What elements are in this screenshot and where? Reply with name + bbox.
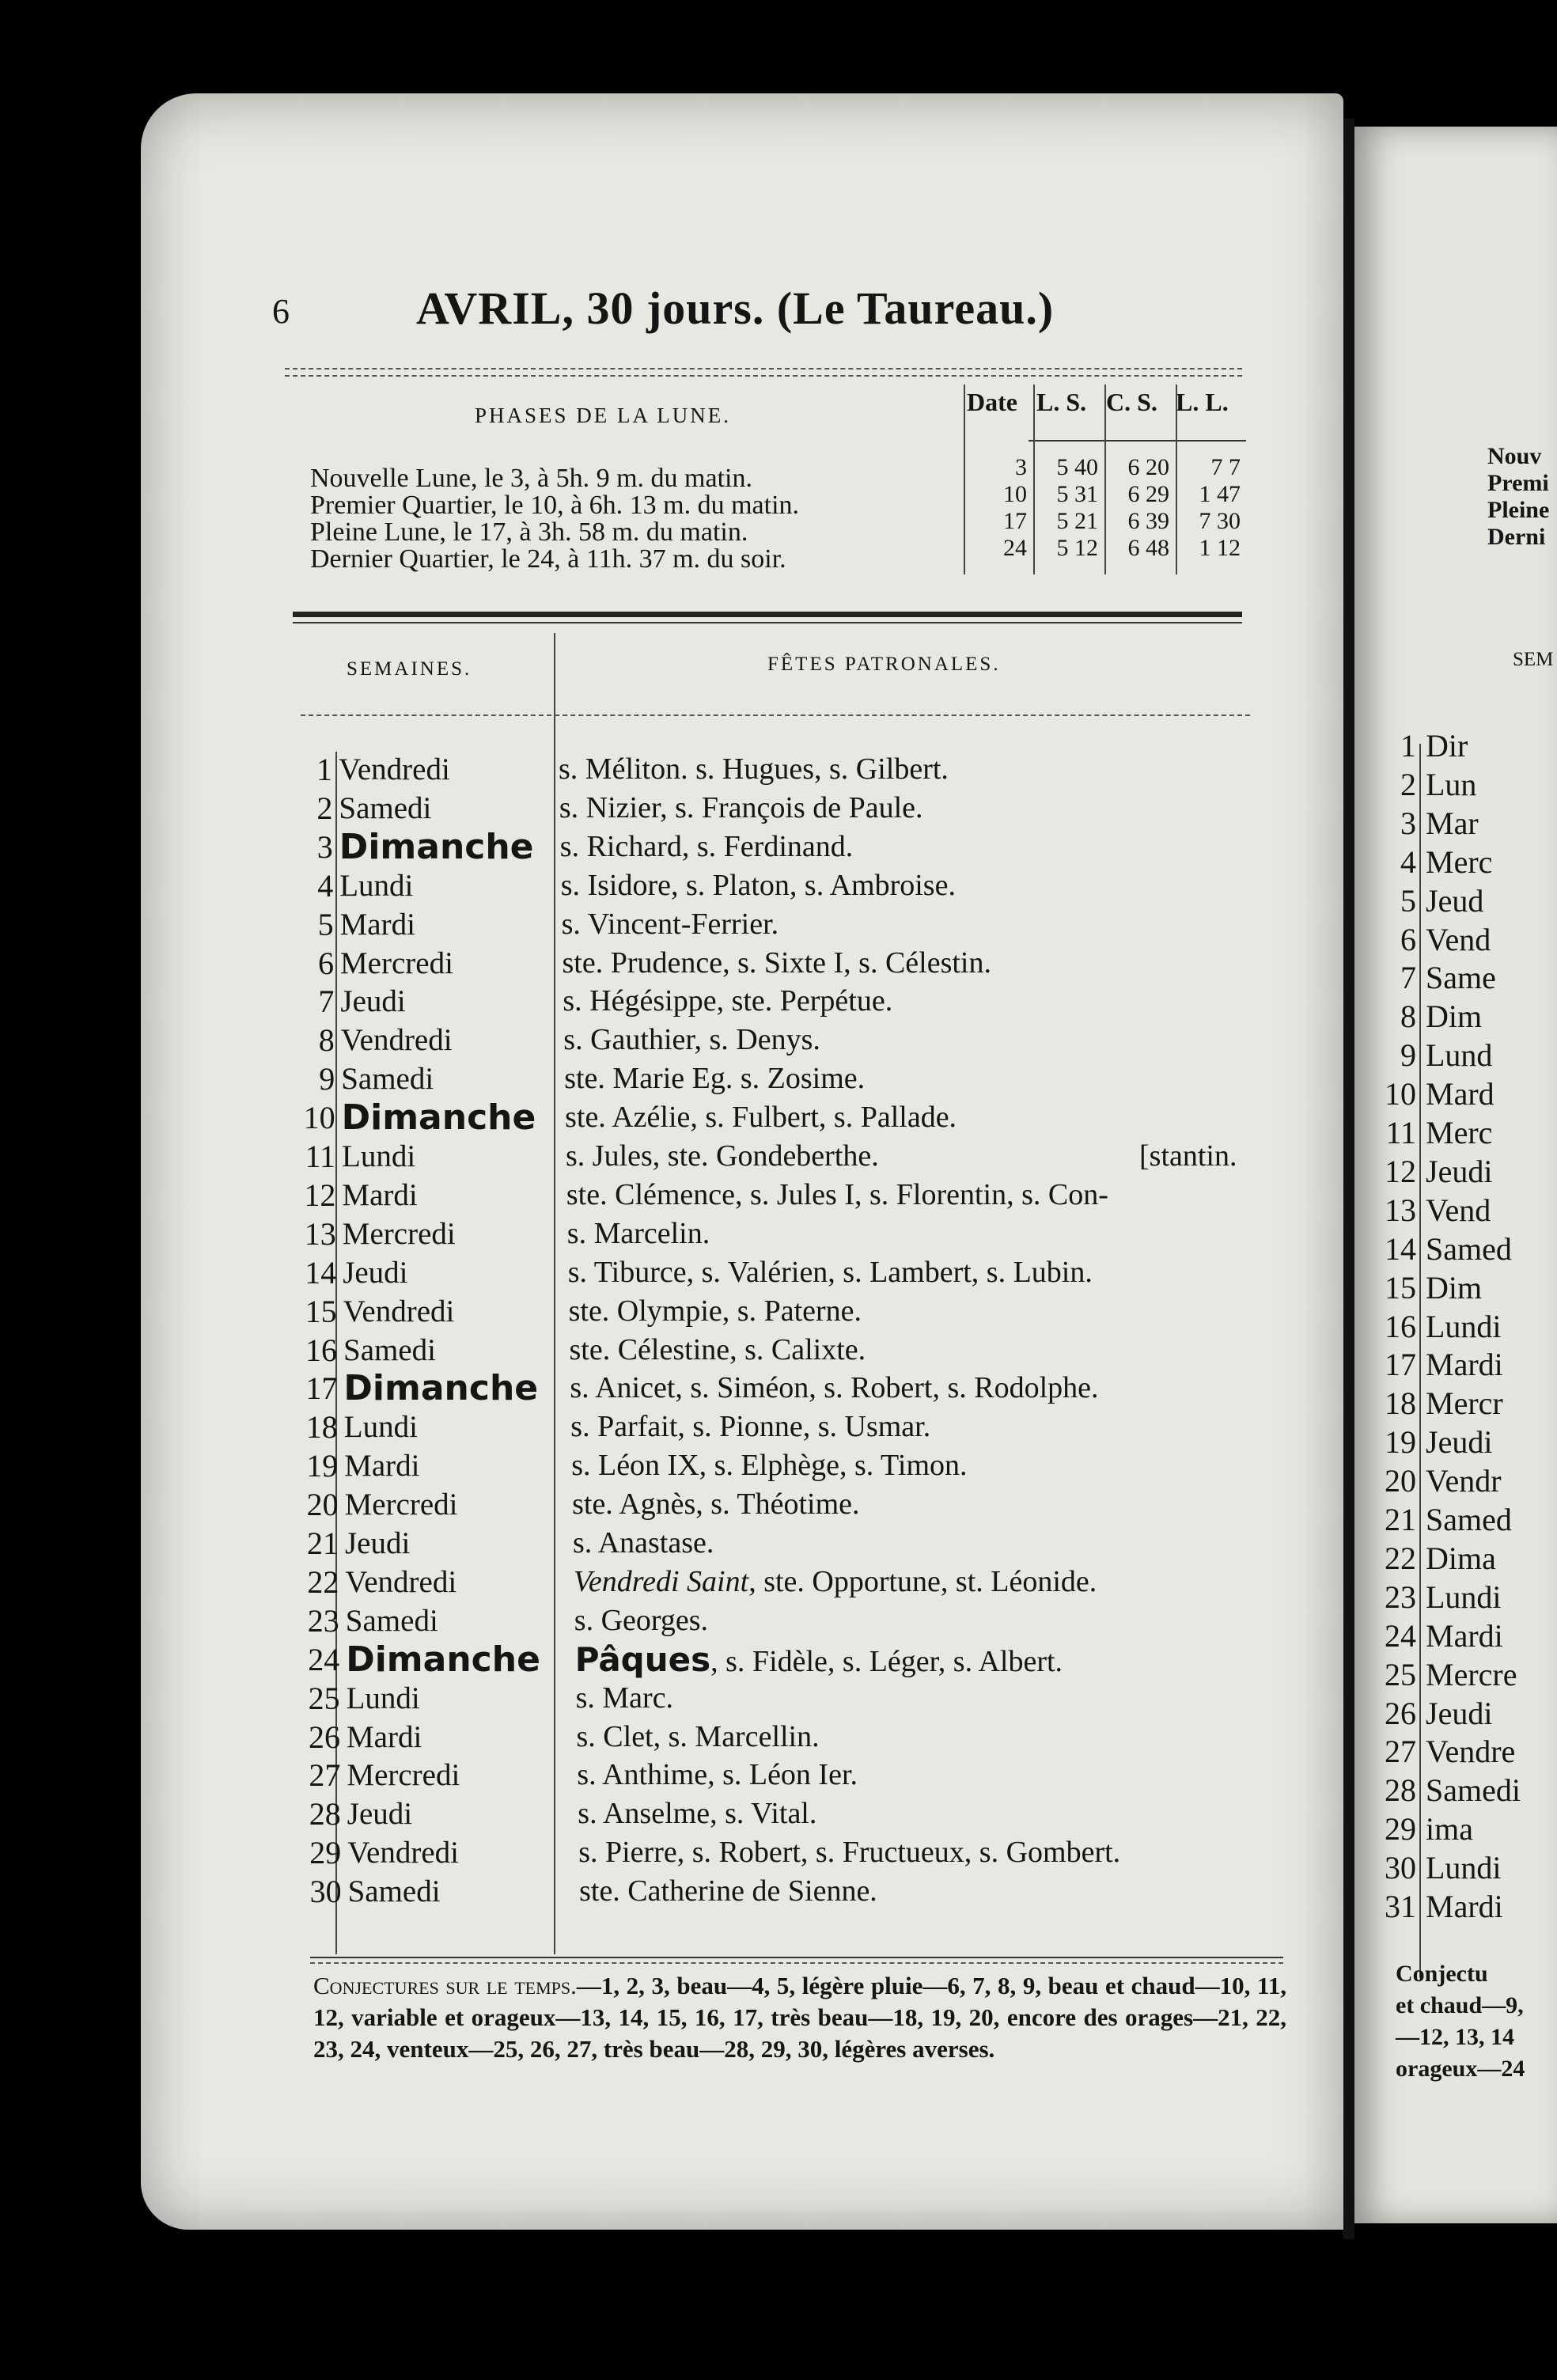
edge-day-number: 17 xyxy=(1385,1347,1416,1383)
edge-day-number: 25 xyxy=(1385,1656,1416,1692)
feast-names: s. Gauthier, s. Denys. xyxy=(563,1023,820,1057)
day-row xyxy=(0,1021,1282,1059)
table-cell: 3 xyxy=(1015,454,1027,480)
moon-phase-line: Premier Quartier, le 10, à 6h. 13 m. du matin. xyxy=(310,491,800,520)
table-header: L. L. xyxy=(1176,388,1229,416)
table-cell: 5 12 xyxy=(1056,535,1098,561)
table-cell: 24 xyxy=(1003,535,1027,561)
weekday-label: Lundi xyxy=(346,1681,420,1715)
weekday-label: Samedi xyxy=(343,1332,436,1367)
feast-continuation: [stantin. xyxy=(1139,1139,1237,1173)
feast-names: s. Nizier, s. François de Paule. xyxy=(559,790,923,824)
day-number: 17 xyxy=(305,1370,338,1407)
table-cell: 5 31 xyxy=(1056,481,1098,507)
feast-text xyxy=(578,1833,1120,1872)
edge-day-label: Jeudi xyxy=(1426,1153,1493,1189)
day-row xyxy=(0,982,1282,1021)
feast-names: s. Isidore, s. Platon, s. Ambroise. xyxy=(560,868,956,902)
weekday-label: Samedi xyxy=(345,1603,438,1638)
feast-names: s. Anselme, s. Vital. xyxy=(578,1797,817,1831)
day-number: 29 xyxy=(309,1835,342,1871)
edge-day-label: Mardi xyxy=(1426,1889,1503,1924)
edge-day-number: 4 xyxy=(1400,843,1416,880)
weekday-label: Mardi xyxy=(342,1177,418,1212)
edge-day-label: Mard xyxy=(1426,1076,1494,1112)
day-row xyxy=(0,1794,1282,1833)
edge-day-label: Lund xyxy=(1426,1037,1493,1074)
edge-day-number: 5 xyxy=(1400,882,1416,919)
edge-day-number: 8 xyxy=(1400,999,1416,1035)
weekday-label: Vendredi xyxy=(347,1836,459,1870)
feast-names: s. Hégésippe, ste. Perpétue. xyxy=(563,984,893,1018)
feast-text xyxy=(574,1601,708,1640)
edge-day-number: 6 xyxy=(1400,921,1416,957)
moon-phase-line: Dernier Quartier, le 24, à 11h. 37 m. du soir. xyxy=(310,544,786,574)
day-row xyxy=(0,866,1282,905)
edge-day-label: Jeud xyxy=(1426,882,1484,919)
edge-separator xyxy=(1419,744,1421,1978)
page-number: 6 xyxy=(272,292,290,331)
edge-conjecture-line: et chaud—9, xyxy=(1396,1992,1524,2018)
divider xyxy=(285,375,1242,377)
edge-day-number: 27 xyxy=(1385,1734,1416,1770)
day-number: 7 xyxy=(318,983,335,1020)
table-column-rule xyxy=(1104,385,1106,574)
feast-names: , s. Fidèle, s. Léger, s. Albert. xyxy=(710,1644,1063,1678)
edge-day-number: 30 xyxy=(1385,1850,1416,1886)
table-cell: 6 20 xyxy=(1127,454,1169,480)
edge-day-label: Lundi xyxy=(1426,1578,1502,1615)
feast-text xyxy=(567,1215,710,1253)
feast-names: s. Léon IX, s. Elphège, s. Timon. xyxy=(571,1449,968,1483)
day-row xyxy=(0,1485,1282,1524)
feast-names: s. Méliton. s. Hugues, s. Gilbert. xyxy=(559,752,949,786)
weekday-label: Mercredi xyxy=(347,1758,460,1793)
feast-names: ste. Célestine, s. Calixte. xyxy=(569,1332,866,1366)
weekday-label: Samedi xyxy=(339,790,432,825)
day-row xyxy=(0,1137,1282,1176)
edge-conjecture-line: orageux—24 xyxy=(1396,2056,1525,2082)
day-number: 23 xyxy=(307,1602,339,1639)
day-row xyxy=(0,1833,1282,1872)
day-number: 4 xyxy=(317,867,334,904)
day-row xyxy=(0,750,1282,789)
weekday-label: Vendredi xyxy=(345,1564,457,1599)
table-column-rule xyxy=(1176,385,1177,574)
table-header: L. S. xyxy=(1036,388,1087,416)
feast-text xyxy=(563,982,892,1021)
feast-text xyxy=(569,1292,862,1331)
day-number: 10 xyxy=(303,1100,335,1136)
day-number: 27 xyxy=(309,1757,341,1794)
day-number: 9 xyxy=(319,1061,335,1097)
weekday-label: Mercredi xyxy=(342,1216,456,1251)
day-row xyxy=(0,1563,1282,1601)
feast-text xyxy=(570,1331,866,1370)
day-row xyxy=(0,1253,1282,1292)
edge-conjecture-line: —12, 13, 14 xyxy=(1396,2024,1514,2050)
day-row xyxy=(0,1640,1282,1679)
edge-day-number: 22 xyxy=(1385,1540,1416,1576)
weekday-label: Lundi xyxy=(342,1139,416,1173)
day-row xyxy=(0,1369,1282,1408)
feast-names: s. Jules, ste. Gondeberthe. xyxy=(566,1139,879,1173)
edge-day-number: 13 xyxy=(1385,1192,1416,1228)
day-number: 6 xyxy=(318,945,334,981)
day-row xyxy=(0,1718,1282,1757)
divider xyxy=(285,368,1242,370)
feast-highlight: Pâques xyxy=(574,1639,711,1679)
feast-names: s. Vincent-Ferrier. xyxy=(561,907,779,941)
day-row xyxy=(0,1408,1282,1446)
edge-day-label: Vend xyxy=(1426,921,1491,957)
day-number: 20 xyxy=(306,1487,339,1523)
edge-day-number: 19 xyxy=(1385,1424,1416,1461)
feast-names: s. Richard, s. Ferdinand. xyxy=(559,829,854,863)
sunday-label: Dimanche xyxy=(341,1097,536,1139)
day-number: 1 xyxy=(316,752,332,787)
table-cell: 10 xyxy=(1003,481,1027,507)
feast-names: s. Marc. xyxy=(575,1681,674,1715)
table-cell: 7 30 xyxy=(1199,508,1241,534)
feast-names: ste. Marie Eg. s. Zosime. xyxy=(564,1062,866,1096)
day-number: 28 xyxy=(309,1796,341,1832)
feast-names: s. Georges. xyxy=(574,1603,709,1637)
edge-day-label: Lundi xyxy=(1426,1308,1502,1344)
edge-day-label: Mar xyxy=(1426,805,1479,841)
edge-day-number: 15 xyxy=(1385,1269,1416,1306)
rule xyxy=(293,622,1242,623)
feast-text xyxy=(559,789,923,828)
edge-day-number: 20 xyxy=(1385,1463,1416,1499)
day-number: 15 xyxy=(305,1293,337,1329)
edge-day-label: Jeudi xyxy=(1426,1695,1493,1731)
table-cell: 1 47 xyxy=(1199,481,1241,507)
feast-text xyxy=(568,1253,1093,1292)
feast-text xyxy=(565,1098,957,1137)
day-row xyxy=(0,905,1282,944)
day-row xyxy=(0,1292,1282,1331)
day-row xyxy=(0,789,1282,828)
feast-text xyxy=(563,1021,820,1059)
edge-day-number: 21 xyxy=(1385,1502,1416,1537)
feast-names: s. Marcelin. xyxy=(566,1216,710,1250)
edge-day-number: 9 xyxy=(1400,1037,1416,1074)
edge-day-number: 26 xyxy=(1385,1695,1416,1731)
divider xyxy=(301,714,1250,716)
weeks-column-header: SEMAINES. xyxy=(347,658,472,680)
sunday-label: Dimanche xyxy=(346,1639,540,1680)
edge-day-label: Mercre xyxy=(1426,1656,1517,1692)
day-number: 11 xyxy=(305,1139,335,1174)
edge-day-number: 31 xyxy=(1385,1889,1416,1924)
edge-day-label: Vendre xyxy=(1426,1734,1516,1770)
day-row xyxy=(0,944,1282,983)
feast-emphasis: Vendredi Saint xyxy=(573,1564,749,1598)
day-row xyxy=(0,1215,1282,1253)
feast-text xyxy=(564,1059,865,1098)
page-fold xyxy=(1343,119,1354,2239)
conjectures-text: —1, 2, 3, beau—4, 5, légère pluie—6, 7, 8, 9, beau et chaud—10, 11, 12, variable et orageux—13, 14, 15, 16, 17, très beau—18, 19, 20, encore des orages—21, 22, 23, 24, venteux—25, 26, 27, très beau—28, 29, 30, légères averses. xyxy=(313,1972,1286,2063)
feast-text xyxy=(561,866,956,905)
edge-day-label: Dima xyxy=(1426,1540,1496,1576)
day-number: 14 xyxy=(305,1254,337,1290)
edge-day-number: 16 xyxy=(1385,1308,1416,1344)
feast-text xyxy=(571,1446,967,1485)
weekday-label: Jeudi xyxy=(345,1526,411,1560)
weekday-label: Mardi xyxy=(339,907,415,942)
moon-phase-line: Pleine Lune, le 17, à 3h. 58 m. du matin. xyxy=(310,517,748,547)
edge-day-number: 11 xyxy=(1385,1115,1416,1150)
edge-day-label: Samed xyxy=(1426,1230,1512,1267)
thick-rule xyxy=(293,612,1242,617)
feast-text xyxy=(577,1756,858,1794)
edge-day-number: 1 xyxy=(1400,728,1416,764)
feast-text xyxy=(570,1408,930,1446)
feast-text xyxy=(579,1872,877,1911)
table-cell: 5 21 xyxy=(1056,508,1098,534)
edge-day-label: Same xyxy=(1426,960,1496,996)
edge-day-number: 12 xyxy=(1385,1153,1416,1189)
weekday-label: Mercredi xyxy=(344,1488,458,1522)
table-cell: 6 48 xyxy=(1127,535,1169,561)
edge-day-number: 10 xyxy=(1385,1076,1416,1112)
feast-text xyxy=(566,1176,1108,1215)
day-row xyxy=(0,1059,1282,1098)
day-row xyxy=(0,1679,1282,1718)
feast-names: ste. Catherine de Sienne. xyxy=(579,1874,877,1908)
feast-names: ste. Azélie, s. Fulbert, s. Pallade. xyxy=(565,1101,957,1135)
day-number: 19 xyxy=(306,1448,339,1484)
feasts-column-header: FÊTES PATRONALES. xyxy=(767,654,1001,675)
feast-names: ste. Agnès, s. Théotime. xyxy=(572,1488,860,1522)
feast-names: , ste. Opportune, st. Léonide. xyxy=(748,1564,1097,1598)
rule xyxy=(310,1957,1283,1958)
moon-phases-title: PHASES DE LA LUNE. xyxy=(475,404,732,427)
edge-day-number: 28 xyxy=(1385,1772,1416,1809)
edge-day-label: Jeudi xyxy=(1426,1424,1493,1461)
edge-day-number: 24 xyxy=(1385,1617,1416,1654)
edge-day-label: Mardi xyxy=(1426,1347,1503,1383)
edge-day-label: Vendr xyxy=(1426,1463,1502,1499)
table-cell: 5 40 xyxy=(1056,454,1098,480)
feast-text xyxy=(576,1679,673,1718)
weekday-label: Mardi xyxy=(347,1719,422,1754)
edge-day-number: 14 xyxy=(1385,1230,1416,1267)
day-number: 30 xyxy=(309,1874,342,1910)
weekday-label: Lundi xyxy=(343,1410,418,1445)
weekday-label: Jeudi xyxy=(340,984,406,1019)
sunday-label: Dimanche xyxy=(343,1368,539,1409)
day-number: 25 xyxy=(308,1680,340,1716)
edge-phase-text: Pleine xyxy=(1487,497,1550,523)
feast-text xyxy=(573,1524,714,1563)
day-number: 24 xyxy=(308,1641,340,1677)
feast-text xyxy=(575,1640,1063,1681)
edge-day-number: 29 xyxy=(1385,1811,1416,1848)
edge-day-label: Samedi xyxy=(1426,1772,1521,1809)
weather-conjectures xyxy=(313,1970,1286,2065)
feast-text xyxy=(566,1137,879,1176)
edge-day-label: Mercr xyxy=(1426,1385,1503,1422)
day-row xyxy=(0,1524,1282,1563)
feast-names: s. Anthime, s. Léon Ier. xyxy=(577,1758,858,1792)
edge-day-label: Lun xyxy=(1426,766,1477,802)
table-column-rule xyxy=(1033,385,1035,574)
table-header: C. S. xyxy=(1106,388,1157,416)
edge-day-label: Lundi xyxy=(1426,1850,1502,1886)
day-row xyxy=(0,1601,1282,1640)
table-rule xyxy=(1029,440,1246,442)
edge-day-label: Dim xyxy=(1426,1269,1483,1306)
feast-text xyxy=(570,1369,1098,1408)
page-title: AVRIL, 30 jours. (Le Taureau.) xyxy=(416,282,1055,334)
day-number: 2 xyxy=(316,790,333,826)
edge-day-number: 23 xyxy=(1385,1578,1416,1615)
weekday-label: Samedi xyxy=(347,1874,441,1909)
day-number: 22 xyxy=(307,1563,339,1600)
weekday-label: Lundi xyxy=(339,868,414,903)
day-number: 8 xyxy=(318,1022,335,1059)
edge-conjecture-line: Conjectu xyxy=(1396,1961,1488,1987)
edge-phase-text: Nouv xyxy=(1487,443,1542,469)
edge-day-label: Dir xyxy=(1426,728,1468,764)
edge-phase-text: Derni xyxy=(1487,524,1546,550)
edge-day-label: Dim xyxy=(1426,999,1483,1035)
sunday-label: Dimanche xyxy=(339,826,534,867)
feast-names: s. Anicet, s. Siméon, s. Robert, s. Rodolphe. xyxy=(570,1371,1099,1405)
edge-day-number: 3 xyxy=(1400,805,1416,841)
feast-text xyxy=(562,905,779,944)
edge-day-number: 7 xyxy=(1400,960,1416,996)
day-row xyxy=(0,1176,1282,1215)
weekday-label: Jeudi xyxy=(347,1797,413,1832)
weekday-label: Vendredi xyxy=(339,752,450,786)
weekday-label: Jeudi xyxy=(343,1255,408,1290)
feast-names: s. Tiburce, s. Valérien, s. Lambert, s. Lubin. xyxy=(567,1255,1093,1289)
day-row xyxy=(0,828,1282,866)
feast-text xyxy=(577,1718,820,1757)
day-number: 13 xyxy=(304,1215,336,1252)
table-cell: 7 7 xyxy=(1210,454,1241,480)
edge-day-label: Mardi xyxy=(1426,1617,1503,1654)
edge-day-label: Vend xyxy=(1426,1192,1491,1228)
weekday-label: Vendredi xyxy=(340,1023,453,1058)
day-number: 21 xyxy=(307,1525,339,1561)
day-number: 26 xyxy=(309,1719,340,1755)
feast-text xyxy=(559,750,949,789)
feast-names: s. Pierre, s. Robert, s. Fructueux, s. Gombert. xyxy=(578,1836,1121,1870)
conjectures-label: Conjectures sur le temps. xyxy=(313,1972,577,1999)
day-number: 3 xyxy=(316,828,333,865)
weekday-label: Samedi xyxy=(341,1062,434,1097)
weekday-label: Mercredi xyxy=(340,946,453,980)
feast-names: s. Parfait, s. Pionne, s. Usmar. xyxy=(570,1410,931,1444)
day-row xyxy=(0,1098,1282,1137)
edge-day-label: ima xyxy=(1426,1811,1473,1848)
feast-text xyxy=(572,1485,859,1524)
table-cell: 6 39 xyxy=(1127,508,1169,534)
table-cell: 1 12 xyxy=(1199,535,1241,561)
day-row xyxy=(0,1872,1282,1911)
divider xyxy=(310,1962,1283,1964)
day-row xyxy=(0,1331,1282,1370)
edge-weeks-header: SEM xyxy=(1513,649,1554,670)
table-cell: 17 xyxy=(1003,508,1027,534)
day-number: 18 xyxy=(305,1409,338,1446)
edge-day-label: Merc xyxy=(1426,1115,1493,1150)
feast-text xyxy=(574,1563,1097,1601)
edge-phase-text: Premi xyxy=(1487,470,1549,496)
day-number: 12 xyxy=(304,1177,336,1213)
weekday-label: Mardi xyxy=(344,1449,420,1484)
table-column-rule xyxy=(964,385,965,574)
feast-names: ste. Olympie, s. Paterne. xyxy=(568,1294,862,1328)
edge-day-number: 2 xyxy=(1400,766,1416,802)
feast-names: s. Clet, s. Marcellin. xyxy=(576,1719,820,1753)
feast-names: ste. Clémence, s. Jules I, s. Florentin, s. Con- xyxy=(566,1177,1108,1211)
weekday-label: Vendredi xyxy=(343,1294,455,1328)
day-row xyxy=(0,1446,1282,1485)
day-row xyxy=(0,1756,1282,1794)
table-cell: 6 29 xyxy=(1127,481,1169,507)
feast-text xyxy=(560,828,853,866)
edge-day-label: Samed xyxy=(1426,1502,1512,1537)
next-page-edge xyxy=(1354,127,1557,2223)
feast-names: ste. Prudence, s. Sixte I, s. Célestin. xyxy=(562,946,991,980)
feast-text xyxy=(563,944,991,983)
day-number: 5 xyxy=(317,906,334,942)
moon-phase-line: Nouvelle Lune, le 3, à 5h. 9 m. du matin. xyxy=(310,464,752,493)
feast-text xyxy=(578,1794,816,1833)
day-number: 16 xyxy=(305,1332,337,1368)
edge-day-label: Merc xyxy=(1426,843,1493,880)
table-header: Date xyxy=(967,388,1017,416)
feast-names: s. Anastase. xyxy=(573,1526,714,1560)
edge-day-number: 18 xyxy=(1385,1385,1416,1422)
